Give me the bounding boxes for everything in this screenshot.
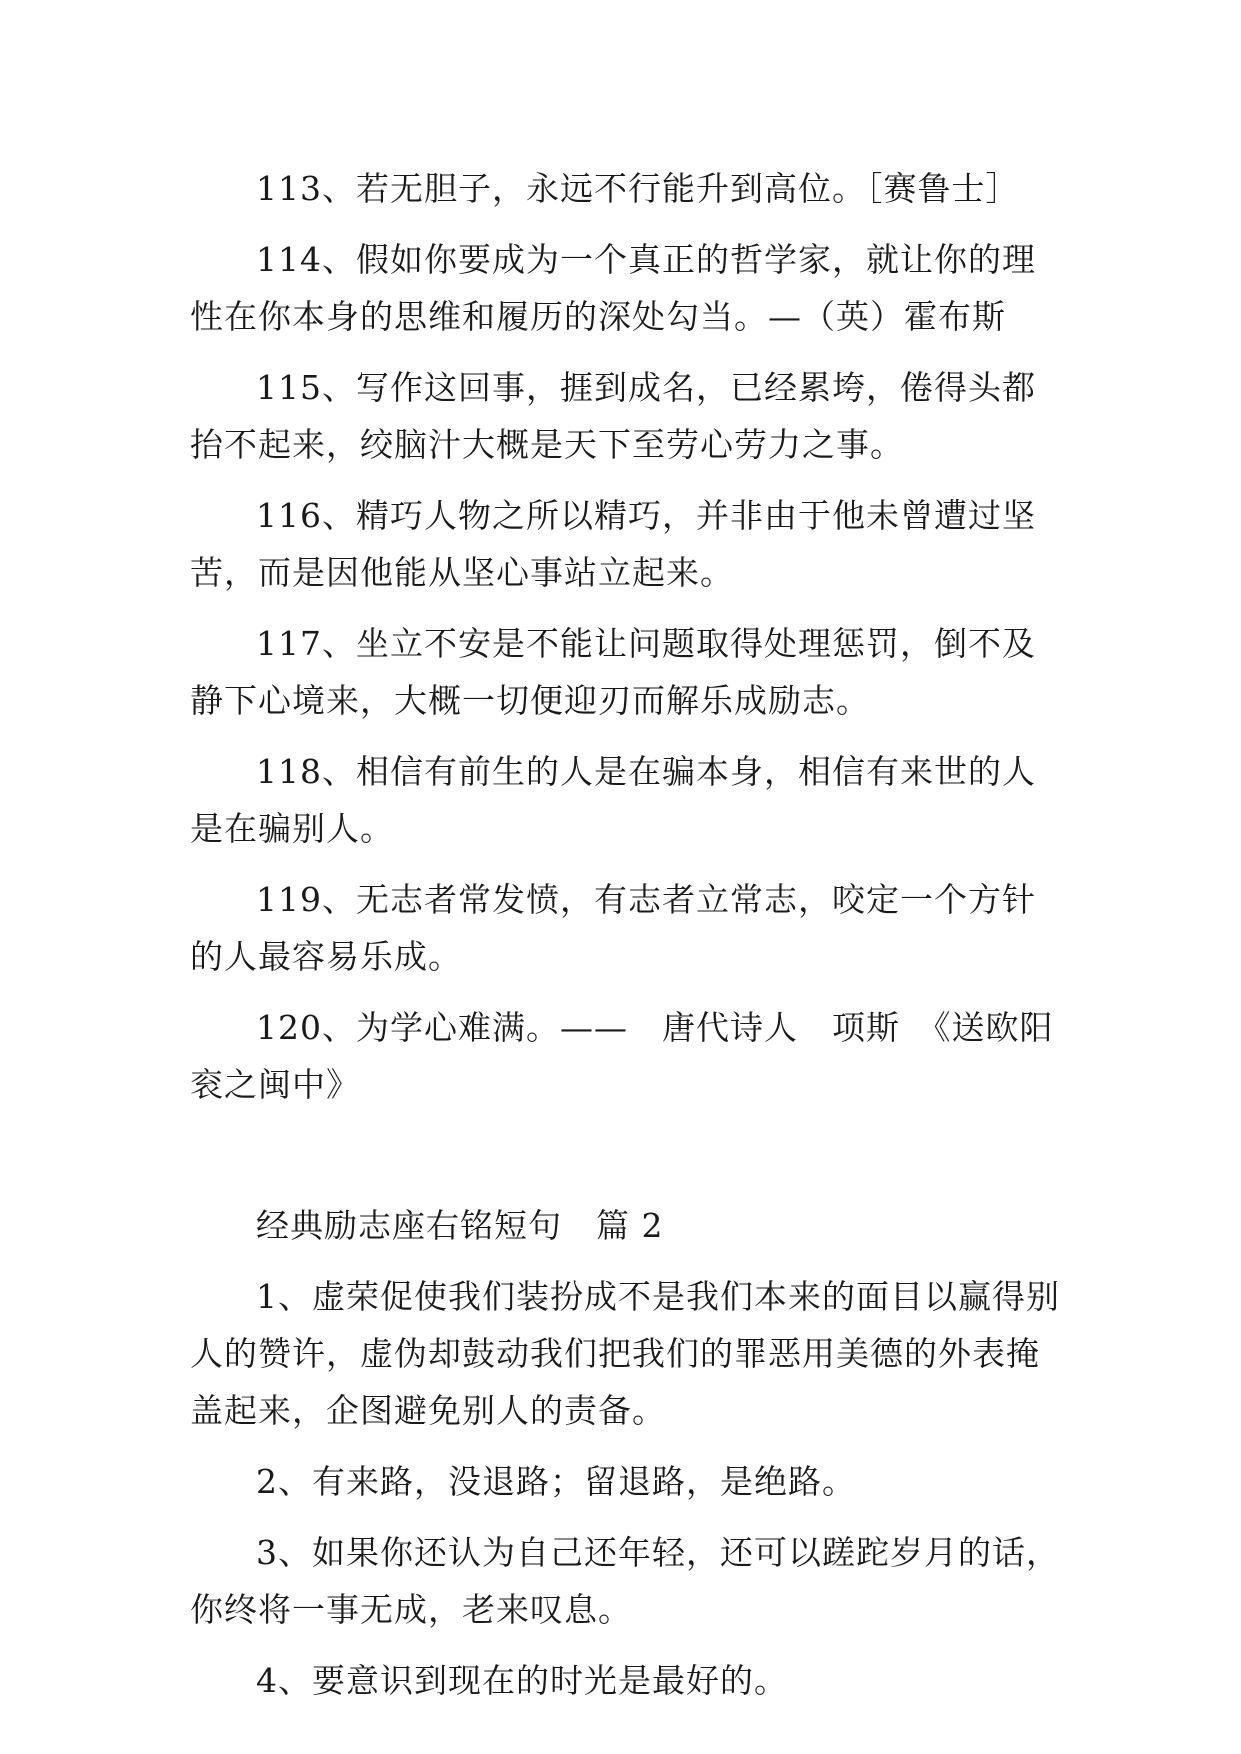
- quote-paragraph-3: 3、如果你还认为自己还年轻，还可以蹉跎岁月的话，你终将一事无成，老来叹息。: [190, 1533, 1060, 1629]
- quote-paragraph-120: 120、为学心难满。—— 唐代诗人 项斯 《送欧阳衮之闽中》: [190, 1008, 1054, 1104]
- quote-paragraph-1: 1、虚荣促使我们装扮成不是我们本来的面目以赢得别人的赞许，虚伪却鼓动我们把我们的罪恶用美德的外表掩盖起来，企图避免别人的责备。: [190, 1277, 1060, 1430]
- section-title: 经典励志座右铭短句 篇 2: [256, 1206, 664, 1245]
- quote-paragraph-2: 2、有来路，没退路；留退路，是绝路。: [256, 1462, 856, 1501]
- quote-paragraph-119: 119、无志者常发愤，有志者立常志，咬定一个方针的人最容易乐成。: [190, 880, 1036, 976]
- quote-paragraph-117: 117、坐立不安是不能让问题取得处理惩罚，倒不及静下心境来，大概一切便迎刃而解乐成励志。: [190, 624, 1036, 720]
- document-page: [190, 160, 1060, 1723]
- quote-paragraph-116: 116、精巧人物之所以精巧，并非由于他未曾遭过坚苦，而是因他能从坚心事站立起来。: [190, 496, 1036, 592]
- quote-paragraph-114: 114、假如你要成为一个真正的哲学家，就让你的理性在你本身的思维和履历的深处勾当。—（英）霍布斯: [190, 240, 1036, 336]
- quote-paragraph-115: 115、写作这回事，捱到成名，已经累垮，倦得头都抬不起来，绞脑汁大概是天下至劳心劳力之事。: [190, 368, 1036, 464]
- quote-paragraph-4: 4、要意识到现在的时光是最好的。: [256, 1661, 788, 1700]
- quote-paragraph-118: 118、相信有前生的人是在骗本身，相信有来世的人是在骗别人。: [190, 752, 1036, 848]
- quote-paragraph-113: 113、若无胆子，永远不行能升到高位。［赛鲁士］: [256, 169, 1020, 208]
